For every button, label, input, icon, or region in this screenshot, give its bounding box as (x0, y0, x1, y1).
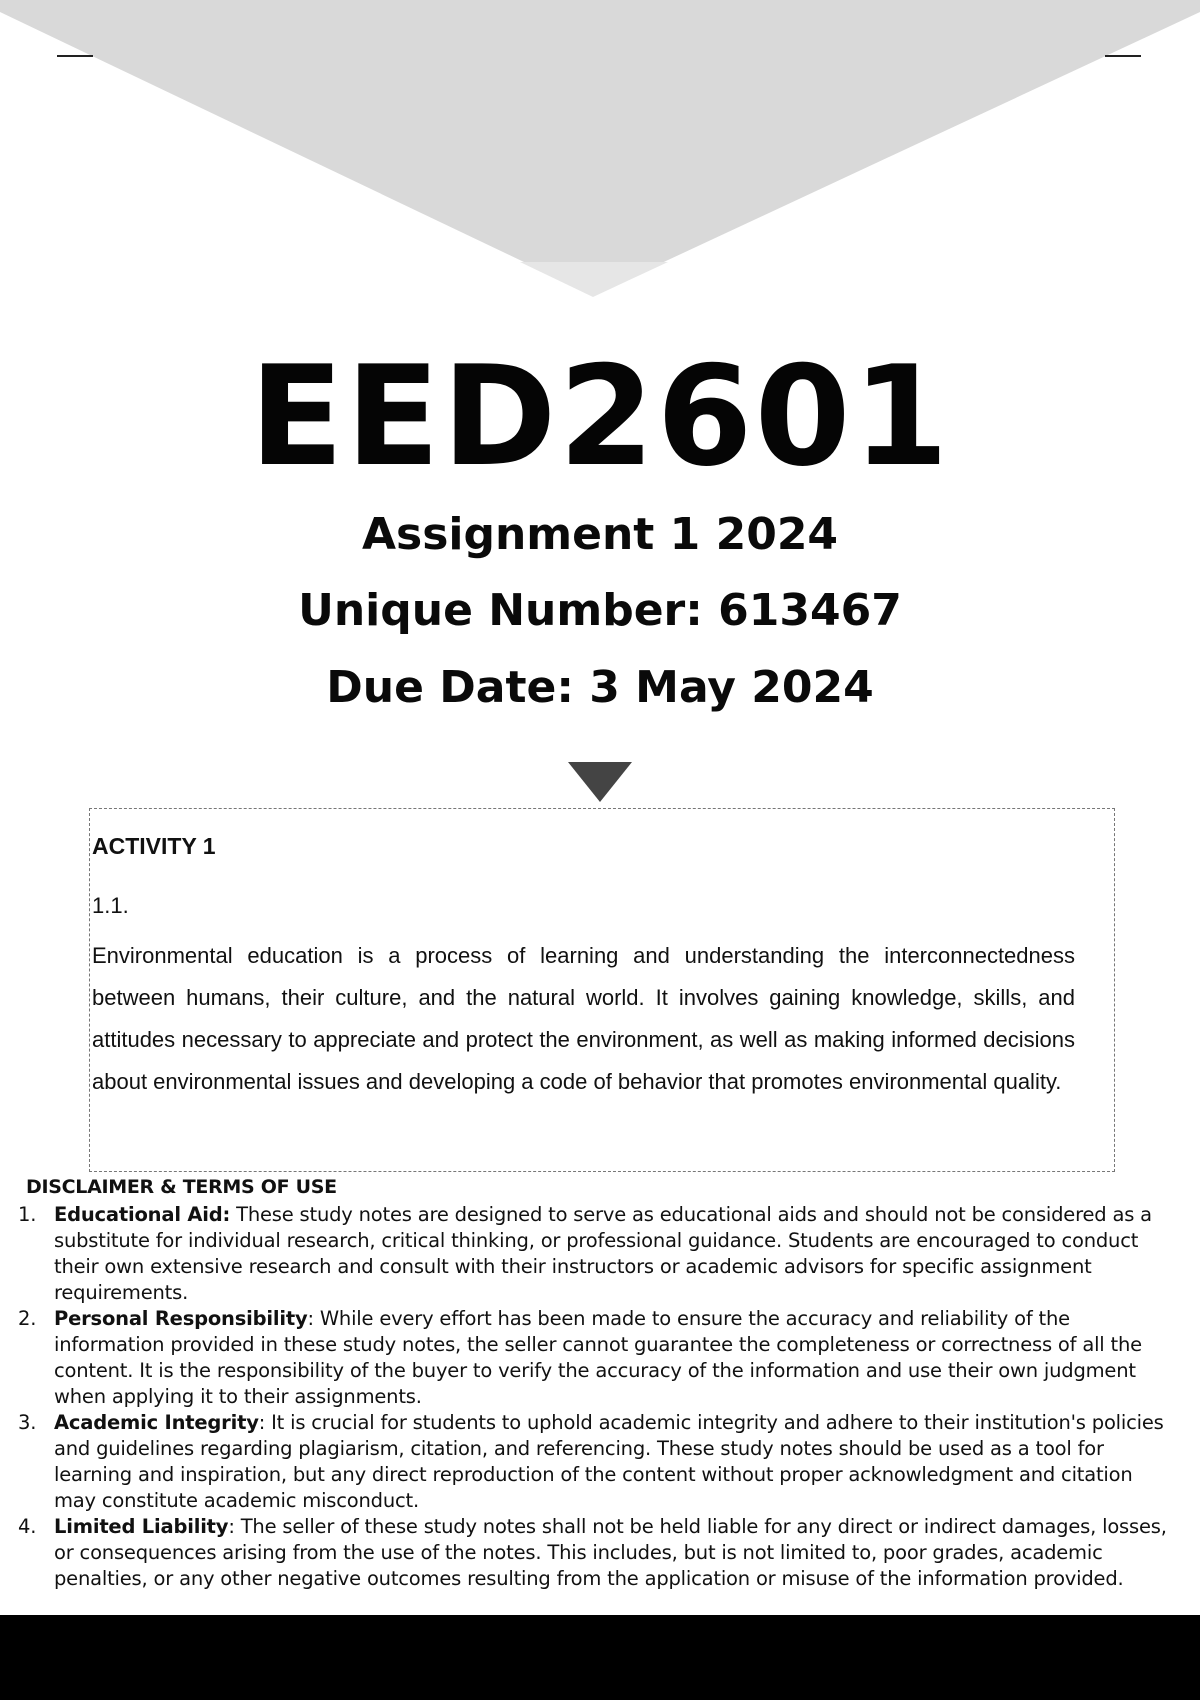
footer-bar (0, 1615, 1200, 1700)
disclaimer-item-text: : While every effort has been made to ensure the accuracy and reliability of the information provided in these study notes, the seller cannot guarantee the completeness or correctness of all the content. It is the responsibility of the buyer to verify the accuracy of the information and use their own judgment when applying it to their assignments. (54, 1307, 1142, 1408)
activity-heading: ACTIVITY 1 (92, 833, 216, 859)
disclaimer-item (18, 1306, 1180, 1410)
header-chevron-decoration (0, 0, 1200, 300)
assignment-subtitle: Assignment 1 2024 (361, 509, 839, 560)
unique-number: Unique Number: 613467 (298, 585, 902, 636)
list-number: 2. (18, 1307, 37, 1330)
disclaimer-item-text: : It is crucial for students to uphold academic integrity and adhere to their institution's policies and guidelines regarding plagiarism, citation, and referencing. These study notes should be used as a tool for learning and inspiration, but any direct reproduction of the content without proper acknowledgment and citation may constitute academic misconduct. (54, 1411, 1164, 1512)
disclaimer-item-text: : The seller of these study notes shall not be held liable for any direct or indirect damages, losses, or consequences arising from the use of the notes. This includes, but is not limited to, poor grades, academic penalties, or any other negative outcomes resulting from the application or misuse of the information provided. (54, 1515, 1167, 1590)
disclaimer-item-text: These study notes are designed to serve as educational aids and should not be considered as a substitute for individual research, critical thinking, or professional guidance. Students are encouraged to conduct their own extensive research and consult with their instructors or academic advisors for specific assignment requirements. (54, 1203, 1152, 1304)
list-number: 4. (18, 1515, 37, 1538)
disclaimer-item (18, 1410, 1180, 1514)
disclaimer-heading: DISCLAIMER & TERMS OF USE (26, 1176, 337, 1198)
down-triangle-icon (568, 762, 632, 802)
list-number: 1. (18, 1203, 37, 1226)
header-rule-right (1105, 55, 1141, 57)
disclaimer-item-label: Personal Responsibility (54, 1307, 308, 1330)
due-date: Due Date: 3 May 2024 (326, 662, 874, 713)
disclaimer-item-label: Limited Liability (54, 1515, 229, 1538)
disclaimer-item-label: Academic Integrity (54, 1411, 259, 1434)
question-number: 1.1. (92, 893, 129, 918)
activity-answer-paragraph: Environmental education is a process of learning and understanding the interconnectedness between humans, their culture, and the natural world. It involves gaining knowledge, skills, and attitudes necessary to appreciate and protect the environment, as well as making informed decisions about environmental issues and developing a code of behavior that promotes environmental quality. (92, 943, 1075, 1094)
header-rule-left (57, 55, 93, 57)
disclaimer-item-label: Educational Aid: (54, 1203, 231, 1226)
disclaimer-list (18, 1202, 1180, 1592)
disclaimer-item (18, 1202, 1180, 1306)
course-code-title: EED2601 (249, 336, 951, 497)
disclaimer-item (18, 1514, 1180, 1592)
list-number: 3. (18, 1411, 37, 1434)
